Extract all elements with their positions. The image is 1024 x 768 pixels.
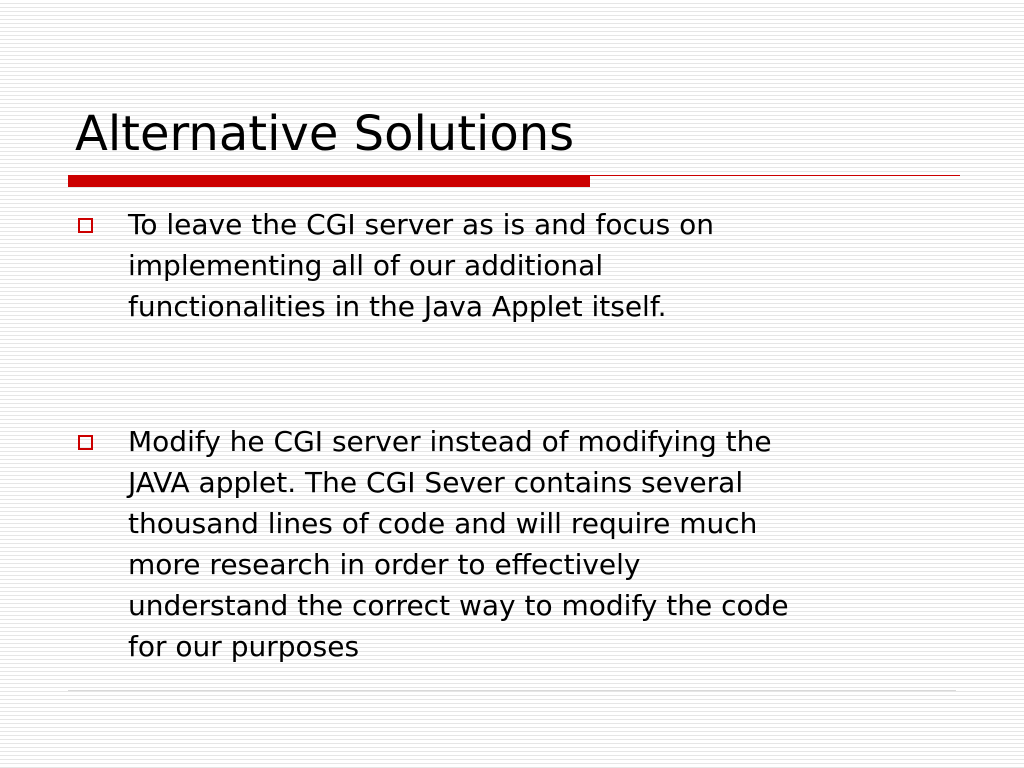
bullet-text-line: functionalities in the Java Applet itself.	[128, 290, 667, 323]
bullet-text-line: for our purposes	[128, 630, 360, 663]
bullet-list	[78, 204, 958, 667]
footer-divider-line	[68, 690, 956, 691]
bullet-text-line: more research in order to effectively	[128, 548, 641, 581]
slide-title: Alternative Solutions	[75, 106, 575, 162]
hollow-square-bullet-icon	[78, 218, 93, 233]
bullet-item	[78, 204, 958, 327]
hollow-square-bullet-icon	[78, 435, 93, 450]
bullet-text-line: thousand lines of code and will require much	[128, 507, 758, 540]
bullet-item	[78, 421, 958, 667]
title-accent-bar	[68, 175, 590, 187]
bullet-text-line: To leave the CGI server as is and focus on	[128, 208, 715, 241]
bullet-text-line: understand the correct way to modify the code	[128, 589, 789, 622]
title-divider-line	[590, 175, 960, 176]
bullet-text-line: Modify he CGI server instead of modifying the	[128, 425, 772, 458]
bullet-text-line: JAVA applet. The CGI Sever contains several	[128, 466, 744, 499]
bullet-text-line: implementing all of our additional	[128, 249, 604, 282]
